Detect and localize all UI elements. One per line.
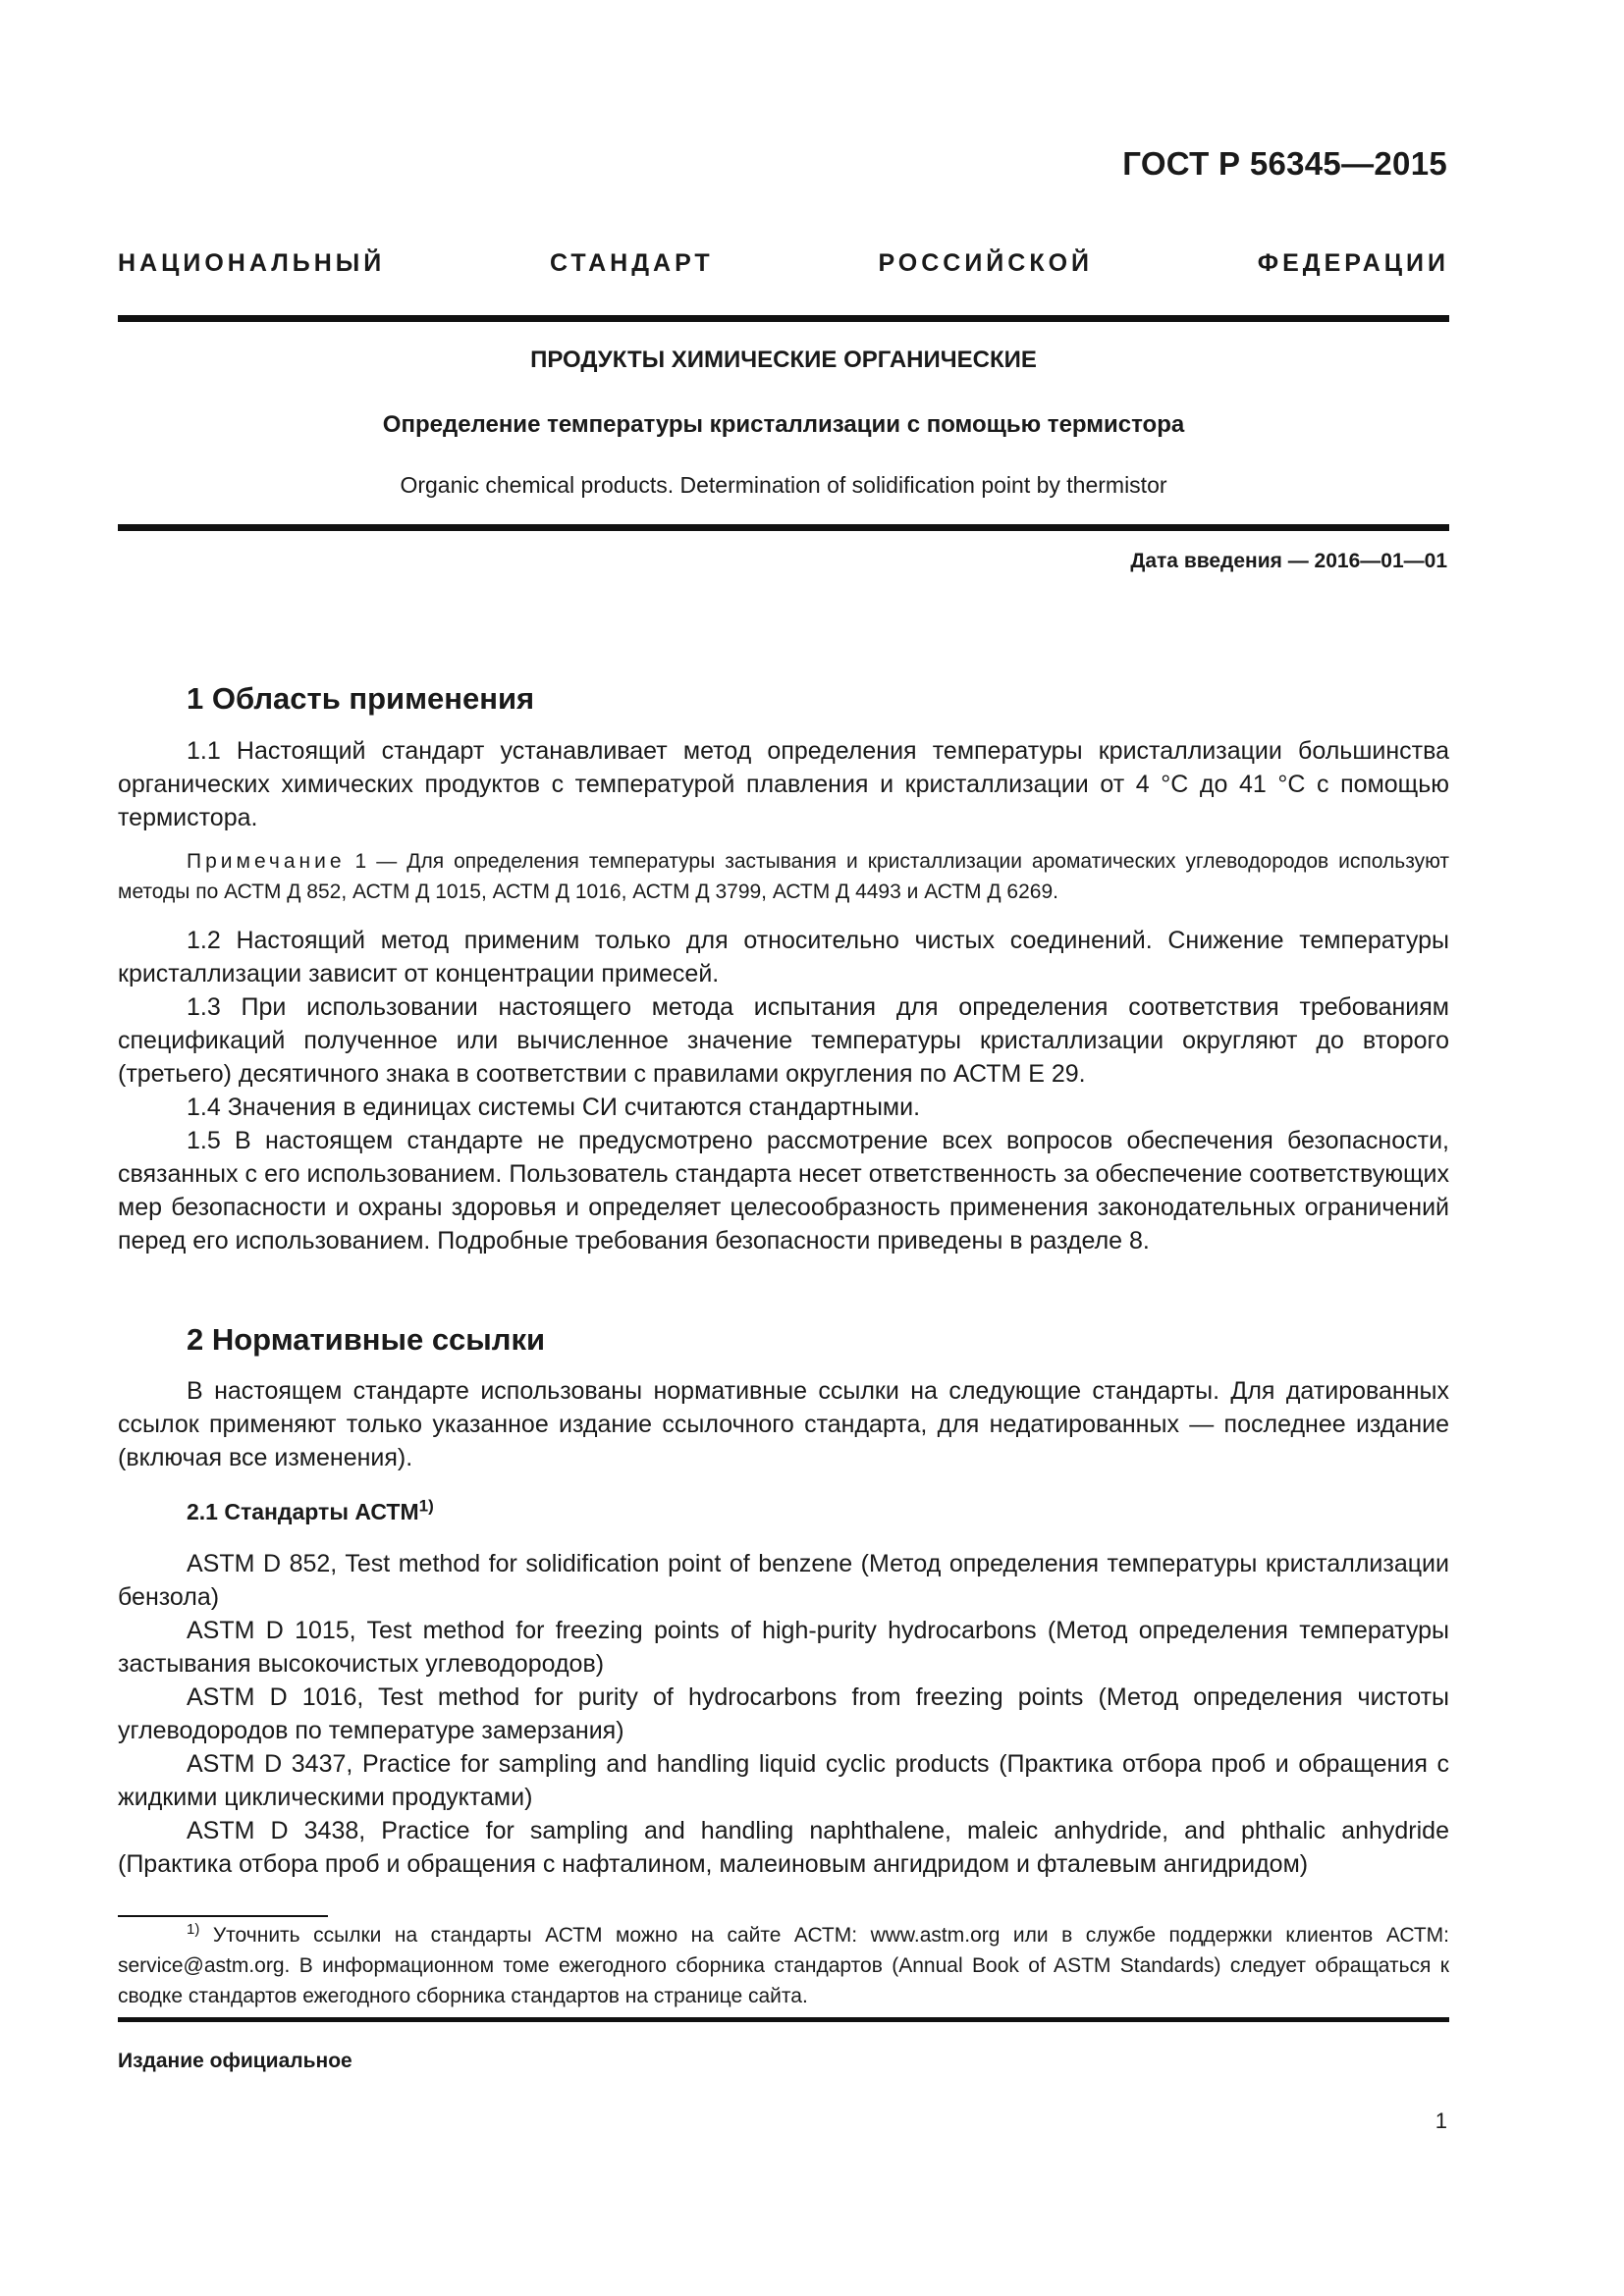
note-1: [118, 846, 1449, 907]
banner-word: РОССИЙСКОЙ: [878, 249, 1094, 277]
footnote-marker[interactable]: 1): [418, 1496, 434, 1516]
page-number: 1: [1435, 2109, 1447, 2133]
introduction-date: Дата введения — 2016—01—01: [1130, 550, 1447, 572]
section-1-heading: 1 Область применения: [187, 681, 535, 716]
note-text: 1 — Для определения температуры застывания и кристаллизации ароматических углеводородов используют методы по АСТМ Д 852, АСТМ Д 1015, АСТМ Д 1016, АСТМ Д 3799, АСТМ Д 4493 и АСТМ Д 6269.: [118, 850, 1449, 903]
paragraph-1-4: 1.4 Значения в единицах системы СИ считаются стандартными.: [187, 1094, 921, 1121]
paragraph-1-3: 1.3 При использовании настоящего метода испытания для определения соответствия требованиям спецификаций полученное или вычисленное значение температуры кристаллизации округляют до второго (третьего) десятичного знака в соответствии с правилами округления по АСТМ Е 29.: [118, 993, 1449, 1088]
paragraph-1-5: 1.5 В настоящем стандарте не предусмотрено рассмотрение всех вопросов обеспечения безопасности, связанных с его использованием. Пользователь стандарта несет ответственность за обеспечение соответствующих мер безопасности и охраны здоровья и определяет целесообразность применения законодательных ограничений перед его использованием. Подробные требования безопасности приведены в разделе 8.: [118, 1127, 1449, 1255]
footnote-number: 1): [187, 1921, 200, 1938]
footnote: [118, 1920, 1449, 2011]
title-divider: [118, 524, 1449, 531]
banner-word: ФЕДЕРАЦИИ: [1257, 249, 1449, 277]
top-divider: [118, 315, 1449, 322]
reference-item: ASTM D 1015, Test method for freezing points of high-purity hydrocarbons (Метод определения температуры застывания высокочистых углеводородов): [118, 1617, 1449, 1678]
standard-title: ПРОДУКТЫ ХИМИЧЕСКИЕ ОРГАНИЧЕСКИЕ: [530, 347, 1037, 373]
reference-item: ASTM D 3437, Practice for sampling and handling liquid cyclic products (Практика отбора проб и обращения с жидкими циклическими продуктами): [118, 1750, 1449, 1811]
section-2-heading: 2 Нормативные ссылки: [187, 1322, 546, 1357]
banner-word: НАЦИОНАЛЬНЫЙ: [118, 249, 386, 277]
footnote-text: Уточнить ссылки на стандарты АСТМ можно на сайте АСТМ: www.astm.org или в службе поддержки клиентов АСТМ: service@astm.org. В информационном томе ежегодного сборника стандартов (Annual Book of ASTM Standards) следует обращаться к сводке стандартов ежегодного сборника стандартов на странице сайта.: [118, 1924, 1449, 2007]
paragraph-1-2: 1.2 Настоящий метод применим только для относительно чистых соединений. Снижение температуры кристаллизации зависит от концентрации примесей.: [118, 927, 1449, 988]
reference-item: ASTM D 3438, Practice for sampling and handling naphthalene, maleic anhydride, and phthalic anhydride (Практика отбора проб и обращения с нафталином, малеиновым ангидридом и фталевым ангидридом): [118, 1817, 1449, 1878]
banner-word: СТАНДАРТ: [549, 249, 714, 277]
paragraph-1-1: 1.1 Настоящий стандарт устанавливает метод определения температуры кристаллизации большинства органических химических продуктов с температурой плавления и кристаллизации от 4 °С до 41 °С с помощью термистора.: [118, 737, 1449, 831]
subsection-title: 2.1 Стандарты АСТМ: [187, 1499, 419, 1524]
reference-item: ASTM D 1016, Test method for purity of hydrocarbons from freezing points (Метод определения чистоты углеводородов по температуре замерзания): [118, 1683, 1449, 1744]
footnote-divider: [118, 1915, 328, 1917]
document-number: ГОСТ Р 56345—2015: [1122, 145, 1447, 182]
bottom-divider: [118, 2017, 1449, 2022]
subsection-2-1-heading: [187, 1496, 434, 1525]
english-title: Organic chemical products. Determination of solidification point by thermistor: [400, 472, 1167, 498]
official-edition-label: Издание официальное: [118, 2050, 352, 2072]
national-standard-banner: [118, 249, 1449, 278]
standard-subtitle: Определение температуры кристаллизации с помощью термистора: [382, 411, 1185, 438]
section-2-intro: В настоящем стандарте использованы нормативные ссылки на следующие стандарты. Для датированных ссылок применяют только указанное издание ссылочного стандарта, для недатированных — последнее издание (включая все изменения).: [118, 1377, 1449, 1471]
reference-item: ASTM D 852, Test method for solidification point of benzene (Метод определения температуры кристаллизации бензола): [118, 1550, 1449, 1611]
note-label: Примечание: [187, 850, 346, 873]
